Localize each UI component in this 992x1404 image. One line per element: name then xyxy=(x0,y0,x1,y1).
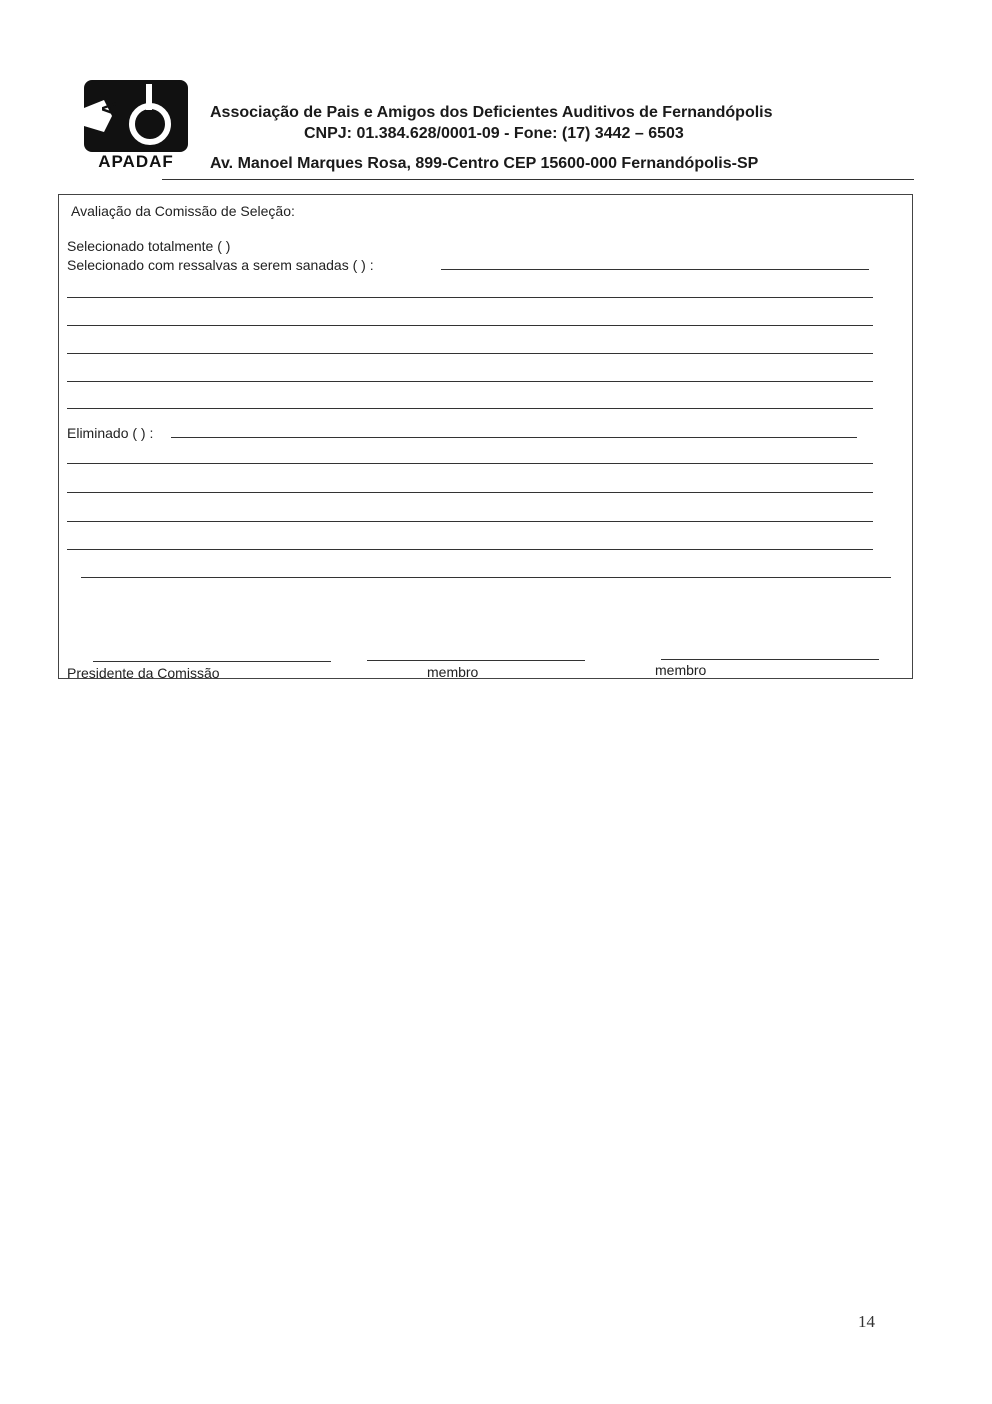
reservations-line[interactable] xyxy=(67,381,873,382)
reservations-line[interactable] xyxy=(67,325,873,326)
eliminated-field-line[interactable] xyxy=(171,437,857,438)
eliminated-line[interactable] xyxy=(67,492,873,493)
logo-text: APADAF xyxy=(98,152,174,171)
signature-label-member: membro xyxy=(427,664,479,680)
page-number: 14 xyxy=(858,1312,875,1331)
option-selected-fully: Selecionado totalmente ( ) xyxy=(67,238,231,254)
header-divider xyxy=(162,179,914,180)
apadaf-logo xyxy=(82,78,190,174)
reservations-line[interactable] xyxy=(67,353,873,354)
reservations-line[interactable] xyxy=(67,408,873,409)
logo-mark-icon xyxy=(82,78,190,154)
signature-line-member[interactable] xyxy=(661,659,879,660)
signature-line-member[interactable] xyxy=(367,660,585,661)
eliminated-line[interactable] xyxy=(81,577,891,578)
signature-label-president: Presidente da Comissão xyxy=(67,665,220,681)
eliminated-line[interactable] xyxy=(67,463,873,464)
reservations-field-line[interactable] xyxy=(441,269,869,270)
form-title: Avaliação da Comissão de Seleção: xyxy=(71,203,295,219)
eliminated-line[interactable] xyxy=(67,549,873,550)
option-eliminated: Eliminado ( ) : xyxy=(67,425,154,441)
option-selected-with-reservations: Selecionado com ressalvas a serem sanadas ( ) : xyxy=(67,257,374,273)
cnpj-phone: CNPJ: 01.384.628/0001-09 - Fone: (17) 3442 – 6503 xyxy=(304,125,684,142)
address: Av. Manoel Marques Rosa, 899-Centro CEP 15600-000 Fernandópolis-SP xyxy=(210,155,759,172)
signature-label-member: membro xyxy=(655,662,707,678)
organization-name: Associação de Pais e Amigos dos Deficientes Auditivos de Fernandópolis xyxy=(210,104,773,121)
svg-text:A: A xyxy=(99,101,121,116)
eliminated-line[interactable] xyxy=(67,521,873,522)
reservations-line[interactable] xyxy=(67,297,873,298)
signature-line-president[interactable] xyxy=(93,661,331,662)
evaluation-form xyxy=(58,194,913,679)
